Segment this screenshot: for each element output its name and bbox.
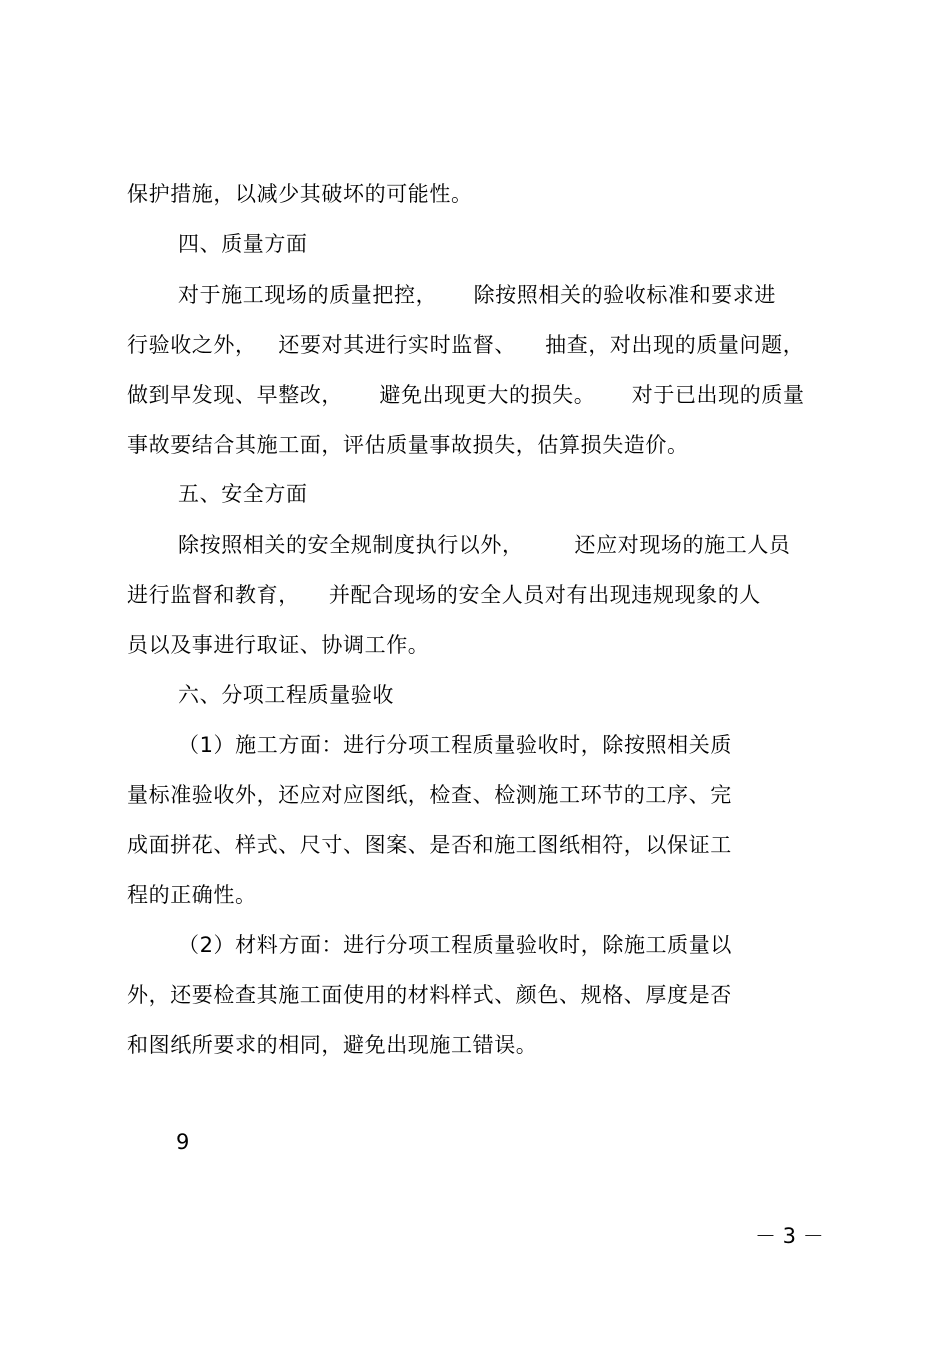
text-line: 保护措施，以减少其破坏的可能性。 (127, 182, 473, 206)
text-line: （1）施工方面：进行分项工程质量验收时，除按照相关质 (178, 733, 732, 757)
page-number: － 3 － (755, 1224, 824, 1248)
text-line: 进行监督和教育， 并配合现场的安全人员对有出现违规现象的人 (127, 583, 761, 607)
footer-mark: 9 (176, 1130, 190, 1154)
section-heading-acceptance: 六、分项工程质量验收 (178, 683, 394, 707)
text-line: 量标准验收外，还应对应图纸，检查、检测施工环节的工序、完 (127, 783, 732, 807)
text-line: 和图纸所要求的相同，避免出现施工错误。 (127, 1033, 538, 1057)
text-line: 成面拼花、样式、尺寸、图案、是否和施工图纸相符，以保证工 (127, 833, 732, 857)
text-line: 对于施工现场的质量把控， 除按照相关的验收标准和要求进 (178, 283, 776, 307)
text-line: （2）材料方面：进行分项工程质量验收时，除施工质量以 (178, 933, 732, 957)
text-line: 程的正确性。 (127, 883, 257, 907)
section-heading-safety: 五、安全方面 (178, 482, 308, 506)
section-heading-quality: 四、质量方面 (178, 232, 308, 256)
text-line: 员以及事进行取证、协调工作。 (127, 633, 430, 657)
text-line: 做到早发现、早整改， 避免出现更大的损失。 对于已出现的质量 (127, 383, 805, 407)
text-line: 外，还要检查其施工面使用的材料样式、颜色、规格、厚度是否 (127, 983, 732, 1007)
text-line: 事故要结合其施工面，评估质量事故损失，估算损失造价。 (127, 433, 689, 457)
text-line: 除按照相关的安全规制度执行以外， 还应对现场的施工人员 (178, 533, 791, 557)
text-line: 行验收之外， 还要对其进行实时监督、 抽查，对出现的质量问题， (127, 333, 805, 357)
